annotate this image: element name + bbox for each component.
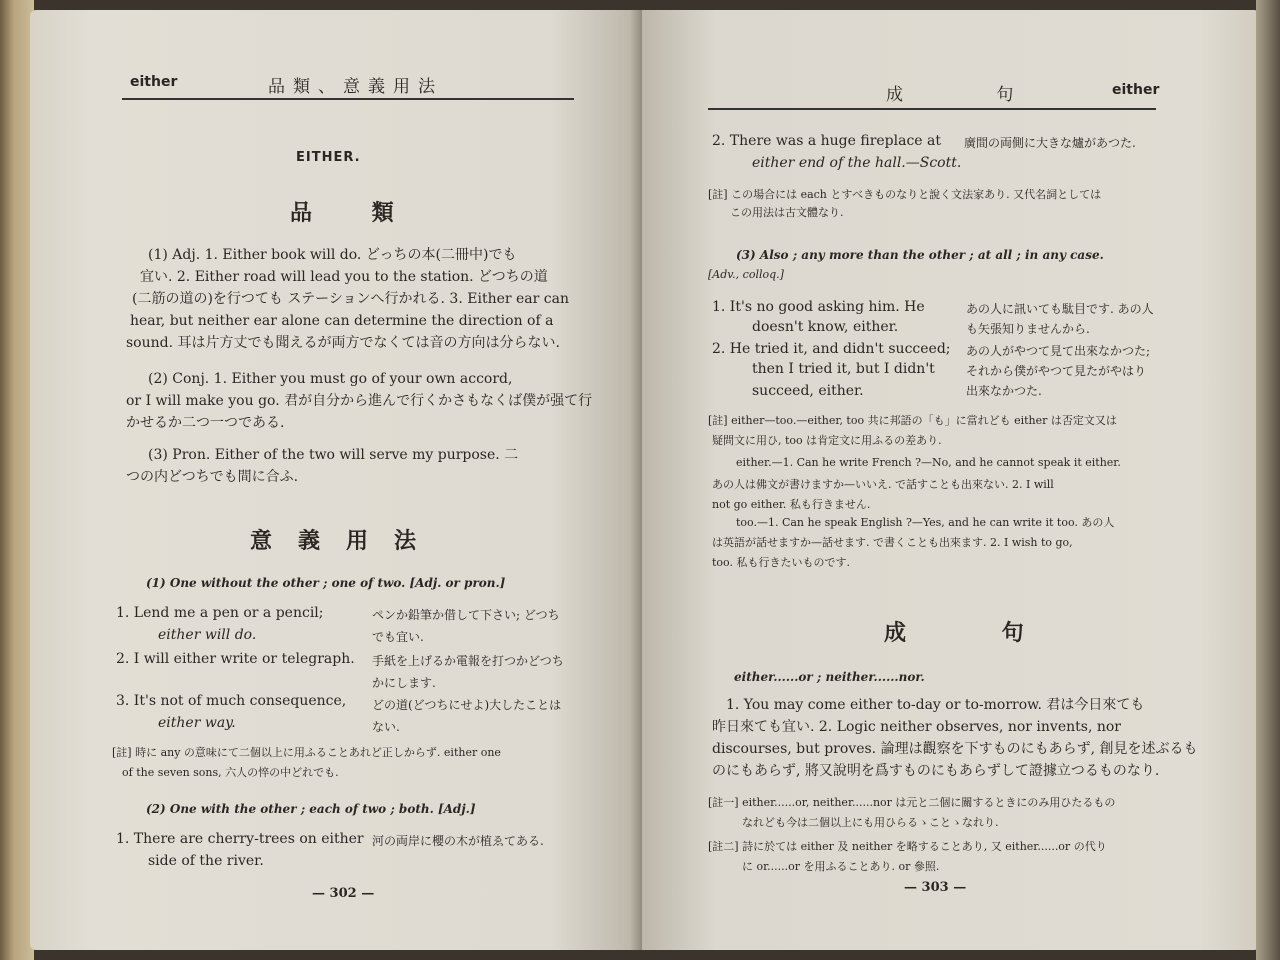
usage-line: not go either. 私も行きません. [712,498,871,511]
book-edge-right [1256,0,1280,960]
note-line: [註] 時に any の意味にて二個以上に用ふることあれど正しからず. either one [112,746,501,759]
pos-line: (二筋の道の)を行つても ステーションへ行かれる. 3. Either ear can [132,291,569,307]
sense-1-label: (1) One without the other ; one of two. [Adj. or pron.] [146,576,506,590]
example-line: 3. It's not of much consequence, [116,693,347,709]
example-line: side of the river. [148,853,264,869]
section-heading-parts-of-speech: 品 類 [290,200,420,226]
header-rule [122,98,574,100]
example-2-japanese: 廣間の両側に大きな爐があつた. [964,136,1136,150]
page-number: — 303 — [904,880,967,895]
usage-line: too. 私も行きたいものです. [712,556,850,569]
book-edge-left [0,0,34,960]
phrase-line: discourses, but proves. 論理は觀察を下すものにもあらず, 創見を述ぶるも [712,741,1198,757]
usage-line: は英語が話せますか—話せます. で書くことも出來ます. 2. I wish to go, [712,536,1073,549]
pos-line: つの内どつちでも間に合ふ. [126,469,299,485]
note-line: [註一] either......or, neither......nor は元と二個に關するときにのみ用ひたるもの [708,796,1116,809]
japanese-line: ない. [372,720,400,734]
usage-line: あの人は佛文が書けますか—いいえ. で話すことも出來ない. 2. I will [712,478,1054,491]
note-line: この用法は古文體なり. [730,206,844,219]
page-number: — 302 — [312,886,375,901]
phrase-line: 1. You may come either to-day or to-morrow. 君は今日來ても [726,697,1145,713]
japanese-line: 出來なかつた. [966,384,1042,398]
running-head-title: 品類、意義用法 [268,77,443,97]
phrase-label: either......or ; neither......nor. [734,670,925,684]
phrase-line: のにもあらず, 將又說明を爲すものにもあらずして證據立つるものなり. [712,763,1160,779]
pos-line: かせるか二つ一つである. [126,415,285,431]
example-line: 2. He tried it, and didn't succeed; [712,341,951,357]
note-line: に or......or を用ふることあり. or 參照. [742,860,940,873]
japanese-line: あの人がやつて見て出來なかつた; [966,344,1151,358]
right-page [642,10,1260,950]
example-line: succeed, either. [752,383,864,399]
example-line: 1. It's no good asking him. He [712,299,925,315]
note-line: なれども今は二個以上にも用ひらるゝことゝなれり. [742,816,999,829]
sense-3-tag: [Adv., colloq.] [708,268,784,281]
example-line: doesn't know, either. [752,319,899,335]
note-line: of the seven sons, 六人の悴の中どれでも. [122,766,339,779]
example-line: 2. I will either write or telegraph. [116,651,355,667]
example-line: either will do. [158,627,257,643]
japanese-line: も矢張知りませんから. [966,322,1090,336]
pos-line: sound. 耳は片方丈でも聞えるが両方でなくては音の方向は分らない. [126,335,560,351]
japanese-line: それから僕がやつて見たがやはり [966,364,1147,378]
usage-line: either.—1. Can he write French ?—No, and he cannot speak it either. [736,456,1121,469]
note-line: [註] either—too.—either, too 共に邦語の「も」に當れども either は否定文又は [708,414,1117,427]
phrase-line: 昨日來ても宜い. 2. Logic neither observes, nor invents, nor [712,719,1121,735]
pos-line: (1) Adj. 1. Either book will do. どっちの本(二冊中)でも [148,247,517,263]
example-line: 2. There was a huge fireplace at [712,133,942,149]
entry-title: EITHER. [296,150,361,165]
running-head-word: either [130,74,178,90]
example-line: either way. [158,715,236,731]
japanese-line: かにします. [372,676,436,690]
pos-line: hear, but neither ear alone can determine the direction of a [130,313,554,329]
japanese-line: どの道(どつちにせよ)大したことは [372,698,562,712]
example-line: either end of the hall.—Scott. [752,155,962,171]
note-line: [註二] 詩に於ては either 及 neither を略することあり, 又 either......or の代り [708,840,1107,853]
pos-line: 宜い. 2. Either road will lead you to the station. どつちの道 [140,269,548,285]
example-line: then I tried it, but I didn't [752,361,935,377]
pos-line: (2) Conj. 1. Either you must go of your own accord, [148,371,513,387]
section-heading-phrases: 成 句 [884,620,1068,646]
example-line: 1. Lend me a pen or a pencil; [116,605,324,621]
left-page [30,10,642,950]
japanese-line: ペンか鉛筆か借して下さい; どつち [372,608,560,622]
usage-line: too.—1. Can he speak English ?—Yes, and he can write it too. あの人 [736,516,1115,529]
pos-line: or I will make you go. 君が自分から進んで行くかさもなくば僕が强て行 [126,393,593,409]
note-line: [註] この場合には each とすべきものなりと說く文法家あり. 又代名詞としては [708,188,1102,201]
header-rule [708,108,1156,110]
note-line: 疑問文に用ひ, too は肯定文に用ふるの差あり. [712,434,942,447]
japanese-line: でも宜い. [372,630,424,644]
sense-2-japanese: 河の両岸に櫻の木が植ゑてある. [372,834,544,848]
sense-3-label: (3) Also ; any more than the other ; at all ; in any case. [736,248,1104,262]
running-head-word: either [1112,82,1160,98]
japanese-line: あの人に訊いても駄目です. あの人 [966,302,1154,316]
japanese-line: 手紙を上げるか電報を打つかどつち [372,654,564,668]
running-head-title: 成 句 [886,85,1058,105]
sense-2-label: (2) One with the other ; each of two ; both. [Adj.] [146,802,476,816]
example-line: 1. There are cherry-trees on either [116,831,364,847]
section-heading-senses: 意義用法 [250,528,443,554]
pos-line: (3) Pron. Either of the two will serve my purpose. 二 [148,447,519,463]
